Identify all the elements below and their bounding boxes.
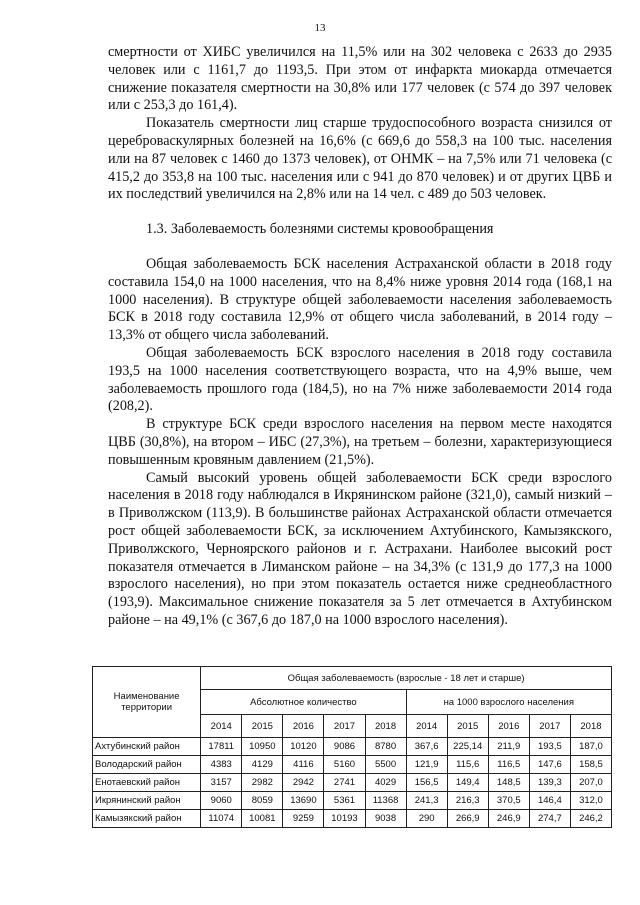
table-cell: 9086	[324, 738, 365, 756]
table-cell: 246,2	[570, 810, 611, 828]
year-header: 2017	[529, 715, 570, 738]
table-cell: 216,3	[447, 792, 488, 810]
table-cell: 10081	[242, 810, 283, 828]
table-cell: 5361	[324, 792, 365, 810]
morbidity-table	[92, 666, 612, 828]
table-cell: 10193	[324, 810, 365, 828]
year-header: 2014	[201, 715, 242, 738]
table-cell: 225,14	[447, 738, 488, 756]
table-cell: 9038	[365, 810, 406, 828]
table-cell: 158,5	[570, 756, 611, 774]
year-header: 2015	[242, 715, 283, 738]
table-cell: 10120	[283, 738, 324, 756]
table-cell: 2942	[283, 774, 324, 792]
table-cell: 187,0	[570, 738, 611, 756]
year-header: 2018	[570, 715, 611, 738]
paragraph: Показатель смертности лиц старше трудоспособного возраста снизился от цереброваскулярных болезней на 16,6% (с 669,6 до 558,3 на 100 тыс. населения или на 87 человек с 1460 до 1373 человек), от ОНМК – на 7,5% или 71 человека (с 415,2 до 353,8 на 100 тыс. населения или с 941 до 870 человек) и от других ЦВБ и их последствий увеличился на 2,8% или на 14 чел. с 489 до 503 человек.	[108, 115, 612, 203]
table-cell: 367,6	[406, 738, 447, 756]
table-cell: 274,7	[529, 810, 570, 828]
table-cell: 370,5	[488, 792, 529, 810]
table-cell: 2982	[242, 774, 283, 792]
table-row	[93, 810, 612, 828]
territory-name: Икрянинский район	[93, 792, 201, 810]
table-cell: 149,4	[447, 774, 488, 792]
table-cell: 147,6	[529, 756, 570, 774]
table-cell: 5160	[324, 756, 365, 774]
absolute-group-header: Абсолютное количество	[201, 690, 406, 715]
table-cell: 9060	[201, 792, 242, 810]
table-row	[93, 774, 612, 792]
table-cell: 156,5	[406, 774, 447, 792]
table-cell: 290	[406, 810, 447, 828]
table-cell: 266,9	[447, 810, 488, 828]
year-header: 2015	[447, 715, 488, 738]
page-number: 13	[314, 22, 326, 34]
table-cell: 2741	[324, 774, 365, 792]
year-header: 2017	[324, 715, 365, 738]
table-cell: 312,0	[570, 792, 611, 810]
table-cell: 4129	[242, 756, 283, 774]
document-body	[108, 44, 612, 630]
paragraph: смертности от ХИБС увеличился на 11,5% или на 302 человека с 2633 до 2935 человек или с 1161,7 до 1193,5. При этом от инфаркта миокарда отмечается снижение показателя смертности на 30,8% или 177 человек (с 574 до 397 человек или с 253,3 до 161,4).	[108, 44, 612, 114]
table-cell: 193,5	[529, 738, 570, 756]
paragraph: В структуре БСК среди взрослого населения на первом месте находятся ЦВБ (30,8%), на втором – ИБС (27,3%), на третьем – болезни, характеризующиеся повышенным кровяным давлением (21,5%).	[108, 416, 612, 468]
table-row	[93, 756, 612, 774]
territory-name: Володарский район	[93, 756, 201, 774]
table-cell: 8059	[242, 792, 283, 810]
main-header: Общая заболеваемость (взрослые - 18 лет и старше)	[201, 667, 612, 690]
territory-name: Енотаевский район	[93, 774, 201, 792]
year-header: 2014	[406, 715, 447, 738]
table-cell: 13690	[283, 792, 324, 810]
table-cell: 115,6	[447, 756, 488, 774]
table-cell: 207,0	[570, 774, 611, 792]
year-header: 2016	[283, 715, 324, 738]
territory-name: Камызякский район	[93, 810, 201, 828]
paragraph: Самый высокий уровень общей заболеваемости БСК среди взрослого населения в 2018 году наблюдался в Икрянинском районе (321,0), самый низкий – в Приволжском (113,9). В большинстве районах Астраханской области отмечается рост общей заболеваемости БСК, за исключением Ахтубинского, Камызякского, Приволжского, Черноярского районов и г. Астрахани. Наиболее высокий рост показателя отмечается в Лиманском районе – на 34,3% (с 131,9 до 177,3 на 1000 взрослого населения), но при этом показатель остается ниже среднеобластного (193,9). Максимальное снижение показателя за 5 лет отмечается в Ахтубинском районе – на 49,1% (с 367,6 до 187,0 на 1000 взрослого населения).	[108, 469, 612, 628]
table-row	[93, 792, 612, 810]
table-cell: 5500	[365, 756, 406, 774]
table-cell: 10950	[242, 738, 283, 756]
table-cell: 246,9	[488, 810, 529, 828]
table-row	[93, 738, 612, 756]
table-cell: 4029	[365, 774, 406, 792]
table-cell: 17811	[201, 738, 242, 756]
per1000-group-header: на 1000 взрослого населения	[406, 690, 611, 715]
table-cell: 211,9	[488, 738, 529, 756]
section-heading: 1.3. Заболеваемость болезнями системы кровообращения	[146, 221, 494, 238]
table-cell: 4383	[201, 756, 242, 774]
table-cell: 121,9	[406, 756, 447, 774]
paragraph: Общая заболеваемость БСК населения Астраханской области в 2018 году составила 154,0 на 1000 населения, что на 8,4% ниже уровня 2014 года (168,1 на 1000 населения). В структуре общей заболеваемости населения заболеваемость БСК в 2018 году составила 12,9% от общего числа заболеваний, в 2014 году – 13,3% от общего числа заболеваний.	[108, 255, 612, 344]
table-cell: 11074	[201, 810, 242, 828]
year-header: 2016	[488, 715, 529, 738]
paragraph: Общая заболеваемость БСК взрослого населения в 2018 году составила 193,5 на 1000 населения соответствующего возраста, что на 4,9% выше, чем заболеваемость прошлого года (184,5), но на 7% ниже заболеваемости 2014 года (208,2).	[108, 344, 612, 415]
table-cell: 116,5	[488, 756, 529, 774]
table-cell: 8780	[365, 738, 406, 756]
territory-name: Ахтубинский район	[93, 738, 201, 756]
table-cell: 11368	[365, 792, 406, 810]
year-header: 2018	[365, 715, 406, 738]
table-cell: 139,3	[529, 774, 570, 792]
table-cell: 146,4	[529, 792, 570, 810]
table-cell: 241,3	[406, 792, 447, 810]
table-cell: 148,5	[488, 774, 529, 792]
table-cell: 4116	[283, 756, 324, 774]
territory-header: Наименование территории	[93, 667, 201, 738]
table-cell: 3157	[201, 774, 242, 792]
table-cell: 9259	[283, 810, 324, 828]
